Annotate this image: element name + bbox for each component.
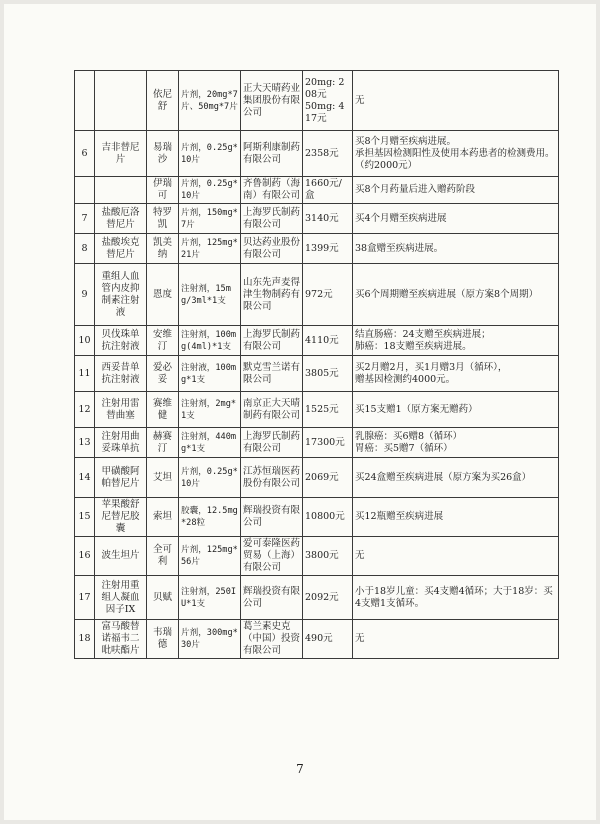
donation-plan xyxy=(353,264,559,326)
plan-line: 38盒赠至疾病进展。 xyxy=(355,242,444,254)
plan-line: 无 xyxy=(355,94,365,106)
price xyxy=(303,326,353,356)
donation-plan xyxy=(353,204,559,234)
manufacturer: 齐鲁制药（海南）有限公司 xyxy=(241,177,303,204)
price-line: 2069元 xyxy=(305,471,339,483)
trade-name: 伊瑞可 xyxy=(147,177,179,204)
trade-name: 依尼舒 xyxy=(147,71,179,131)
manufacturer: 辉瑞投资有限公司 xyxy=(241,498,303,537)
plan-line: 结直肠癌：24支赠至疾病进展； xyxy=(355,328,491,340)
price xyxy=(303,576,353,620)
price-line: 3805元 xyxy=(305,367,339,379)
manufacturer: 正大天晴药业集团股份有限公司 xyxy=(241,71,303,131)
plan-line: 买24盒赠至疾病进展（原方案为买26盒） xyxy=(355,471,532,483)
page-number: 7 xyxy=(296,762,304,776)
table-row xyxy=(75,356,559,392)
row-number: 13 xyxy=(75,428,95,458)
donation-plan xyxy=(353,234,559,264)
specification: 注射液，100mg*1支 xyxy=(179,356,241,392)
donation-plan xyxy=(353,576,559,620)
price xyxy=(303,71,353,131)
manufacturer: 辉瑞投资有限公司 xyxy=(241,576,303,620)
price xyxy=(303,537,353,576)
row-number: 16 xyxy=(75,537,95,576)
table-row xyxy=(75,204,559,234)
plan-line: 无 xyxy=(355,633,365,644)
row-number: 14 xyxy=(75,458,95,498)
row-number: 8 xyxy=(75,234,95,264)
price xyxy=(303,234,353,264)
trade-name: 凯美纳 xyxy=(147,234,179,264)
drug-price-table xyxy=(74,70,559,659)
plan-line: 小于18岁儿童：买4支赠4循环；大于18岁：买4支赠1支循环。 xyxy=(355,585,553,609)
generic-name xyxy=(95,71,147,131)
generic-name xyxy=(95,177,147,204)
price xyxy=(303,177,353,204)
price-line: 1660元/盒 xyxy=(305,178,342,201)
plan-line: 买6个周期赠至疾病进展（原方案8个周期） xyxy=(355,288,539,300)
plan-line: 买12瓶赠至疾病进展 xyxy=(355,511,444,522)
manufacturer: 葛兰素史克（中国）投资有限公司 xyxy=(241,620,303,659)
row-number: 6 xyxy=(75,131,95,177)
trade-name: 易瑞沙 xyxy=(147,131,179,177)
plan-line: 买2月赠2月，买1月赠3月（循环）， xyxy=(355,361,508,373)
price-line: 20mg: 208元 xyxy=(305,76,345,100)
row-number: 18 xyxy=(75,620,95,659)
plan-line: 买8个月药量后进入赠药阶段 xyxy=(355,184,476,195)
specification: 注射剂，15mg/3ml*1支 xyxy=(179,264,241,326)
trade-name: 特罗凯 xyxy=(147,204,179,234)
table-row xyxy=(75,576,559,620)
specification: 片剂，300mg*30片 xyxy=(179,620,241,659)
generic-name: 吉非替尼片 xyxy=(95,131,147,177)
price xyxy=(303,264,353,326)
donation-plan xyxy=(353,392,559,428)
plan-line: 胃癌：买5赠7（循环） xyxy=(355,442,453,454)
price xyxy=(303,356,353,392)
donation-plan xyxy=(353,498,559,537)
price xyxy=(303,498,353,537)
generic-name: 波生坦片 xyxy=(95,537,147,576)
table-row xyxy=(75,392,559,428)
price-line: 4110元 xyxy=(305,334,339,346)
row-number: 7 xyxy=(75,204,95,234)
price-line: 2358元 xyxy=(305,147,339,159)
table-row xyxy=(75,537,559,576)
donation-plan xyxy=(353,131,559,177)
price xyxy=(303,204,353,234)
plan-line: 买15支赠1（原方案无赠药） xyxy=(355,403,478,415)
document-page xyxy=(4,4,596,820)
specification: 片剂，0.25g*10片 xyxy=(179,131,241,177)
plan-line: 承担基因检测阳性及使用本药患者的检测费用。（约2000元） xyxy=(355,147,555,171)
table-row xyxy=(75,264,559,326)
generic-name: 注射用重组人凝血因子IX xyxy=(95,576,147,620)
manufacturer: 上海罗氏制药有限公司 xyxy=(241,428,303,458)
trade-name: 恩度 xyxy=(147,264,179,326)
generic-name: 盐酸厄洛替尼片 xyxy=(95,204,147,234)
manufacturer: 贝达药业股份有限公司 xyxy=(241,234,303,264)
trade-name: 赛维健 xyxy=(147,392,179,428)
price xyxy=(303,392,353,428)
manufacturer: 南京正大天晴制药有限公司 xyxy=(241,392,303,428)
generic-name: 富马酸替诺福韦二吡呋酯片 xyxy=(95,620,147,659)
price xyxy=(303,131,353,177)
price-line: 972元 xyxy=(305,288,333,300)
manufacturer: 山东先声麦得津生物制药有限公司 xyxy=(241,264,303,326)
specification: 注射剂，2mg*1支 xyxy=(179,392,241,428)
row-number xyxy=(75,177,95,204)
price xyxy=(303,428,353,458)
generic-name: 注射用雷替曲塞 xyxy=(95,392,147,428)
row-number: 10 xyxy=(75,326,95,356)
donation-plan xyxy=(353,428,559,458)
specification: 片剂，150mg*7片 xyxy=(179,204,241,234)
generic-name: 注射用曲妥珠单抗 xyxy=(95,428,147,458)
donation-plan xyxy=(353,177,559,204)
trade-name: 赫赛汀 xyxy=(147,428,179,458)
generic-name: 苹果酸舒尼替尼胶囊 xyxy=(95,498,147,537)
row-number: 15 xyxy=(75,498,95,537)
donation-plan xyxy=(353,537,559,576)
table-row xyxy=(75,234,559,264)
donation-plan xyxy=(353,620,559,659)
table-body xyxy=(75,71,559,659)
price-line: 50mg: 417元 xyxy=(305,100,345,124)
price-line: 1399元 xyxy=(305,242,339,254)
table-row xyxy=(75,177,559,204)
manufacturer: 爱可泰隆医药贸易（上海）有限公司 xyxy=(241,537,303,576)
plan-line: 无 xyxy=(355,550,365,561)
trade-name: 韦瑞德 xyxy=(147,620,179,659)
plan-line: 肺癌：18支赠至疾病进展。 xyxy=(355,340,472,352)
donation-plan xyxy=(353,71,559,131)
specification: 注射剂，250IU*1支 xyxy=(179,576,241,620)
table-row xyxy=(75,498,559,537)
trade-name: 贝赋 xyxy=(147,576,179,620)
specification: 注射剂，100mg(4ml)*1支 xyxy=(179,326,241,356)
specification: 注射剂，440mg*1支 xyxy=(179,428,241,458)
price-line: 3800元 xyxy=(305,550,339,561)
specification: 胶囊，12.5mg*28粒 xyxy=(179,498,241,537)
specification: 片剂，0.25g*10片 xyxy=(179,458,241,498)
trade-name: 索坦 xyxy=(147,498,179,537)
trade-name: 全可利 xyxy=(147,537,179,576)
generic-name: 盐酸埃克替尼片 xyxy=(95,234,147,264)
price-line: 2092元 xyxy=(305,591,339,603)
donation-plan xyxy=(353,356,559,392)
row-number xyxy=(75,71,95,131)
price-line: 10800元 xyxy=(305,511,345,522)
price-line: 3140元 xyxy=(305,212,339,224)
donation-plan xyxy=(353,458,559,498)
generic-name: 甲磺酸阿帕替尼片 xyxy=(95,458,147,498)
trade-name: 艾坦 xyxy=(147,458,179,498)
row-number: 17 xyxy=(75,576,95,620)
specification: 片剂，125mg*56片 xyxy=(179,537,241,576)
generic-name: 贝伐珠单抗注射液 xyxy=(95,326,147,356)
donation-plan xyxy=(353,326,559,356)
plan-line: 买8个月赠至疾病进展。 xyxy=(355,135,457,147)
plan-line: 赠基因检测约4000元。 xyxy=(355,373,456,385)
manufacturer: 阿斯利康制药有限公司 xyxy=(241,131,303,177)
plan-line: 乳腺癌：买6赠8（循环） xyxy=(355,430,463,442)
trade-name: 爱必妥 xyxy=(147,356,179,392)
manufacturer: 江苏恒瑞医药股份有限公司 xyxy=(241,458,303,498)
trade-name: 安维汀 xyxy=(147,326,179,356)
generic-name: 重组人血管内皮抑制素注射液 xyxy=(95,264,147,326)
table-row xyxy=(75,131,559,177)
price-line: 17300元 xyxy=(305,436,345,448)
plan-line: 买4个月赠至疾病进展 xyxy=(355,212,447,224)
generic-name: 西妥昔单抗注射液 xyxy=(95,356,147,392)
specification: 片剂，20mg*7片、50mg*7片 xyxy=(179,71,241,131)
price xyxy=(303,458,353,498)
price xyxy=(303,620,353,659)
manufacturer: 上海罗氏制药有限公司 xyxy=(241,326,303,356)
price-line: 490元 xyxy=(305,633,333,644)
table-row xyxy=(75,428,559,458)
table-row xyxy=(75,620,559,659)
table-row xyxy=(75,458,559,498)
row-number: 12 xyxy=(75,392,95,428)
table-row xyxy=(75,71,559,131)
row-number: 11 xyxy=(75,356,95,392)
specification: 片剂，125mg*21片 xyxy=(179,234,241,264)
manufacturer: 上海罗氏制药有限公司 xyxy=(241,204,303,234)
table-row xyxy=(75,326,559,356)
price-line: 1525元 xyxy=(305,403,339,415)
manufacturer: 默克雪兰诺有限公司 xyxy=(241,356,303,392)
specification: 片剂，0.25g*10片 xyxy=(179,177,241,204)
row-number: 9 xyxy=(75,264,95,326)
